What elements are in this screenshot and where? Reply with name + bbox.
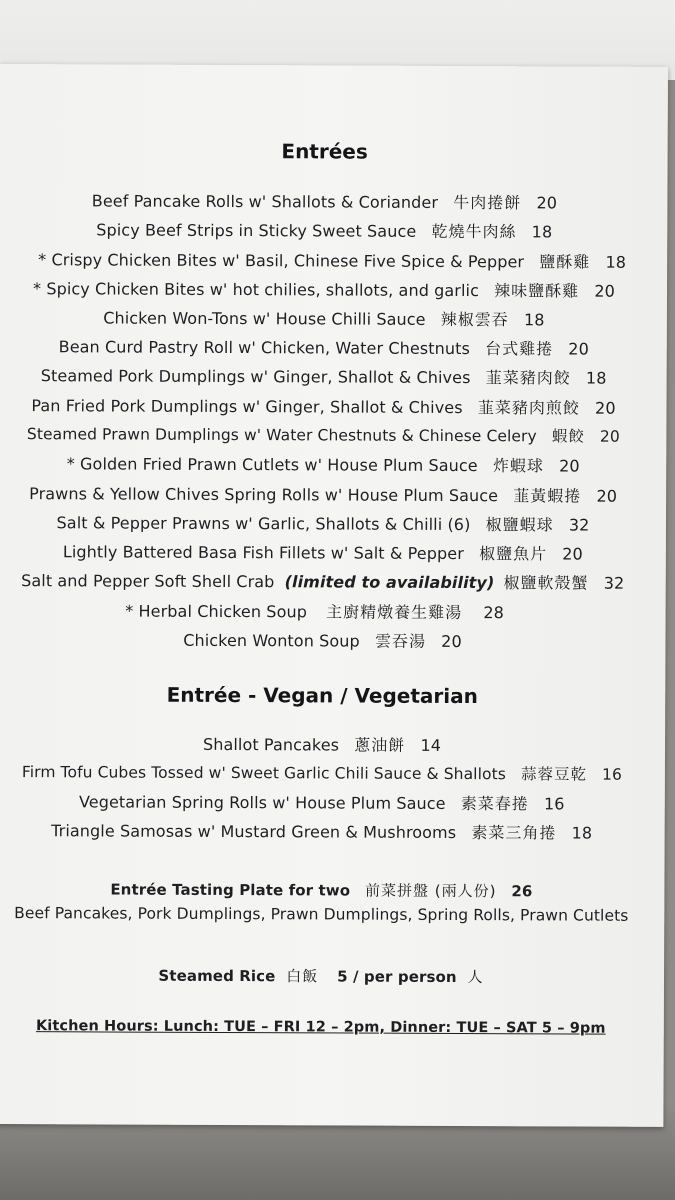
item-price: 20 [441,631,462,652]
tasting-plate-chinese-name: 前菜拼盤 (兩人份) [364,881,497,901]
item-price: 32 [568,515,590,535]
item-price: 16 [543,794,565,814]
item-price: 28 [483,603,504,623]
item-name: Shallot Pancakes [202,734,340,755]
item-chinese-name: 雲吞湯 [374,631,427,651]
menu-item [0,789,647,815]
tasting-plate [0,878,646,902]
item-chinese-name: 椒鹽魚片 [479,544,548,564]
menu-item [0,451,648,477]
menu-item [0,422,648,447]
menu-item [0,481,648,507]
item-price: 18 [531,222,553,242]
item-price: 20 [599,427,620,446]
rice-name: Steamed Rice [158,966,276,986]
menu-item [0,217,649,243]
item-price: 18 [523,310,545,330]
steamed-rice [0,964,646,988]
item-chinese-name: 乾燒牛肉絲 [431,221,517,242]
rice-chinese-suffix: 人 [467,968,484,987]
item-chinese-name: 牛肉捲餅 [453,192,522,213]
menu-item [0,188,649,214]
item-name: Crispy Chicken Bites w' Basil, Chinese Five Spice & Pepper [51,250,525,272]
item-name: Lightly Battered Basa Fish Fillets w' Salt & Pepper [62,542,464,564]
item-chinese-name: 蝦餃 [551,427,585,446]
item-name: Triangle Samosas w' Mustard Green & Mushrooms [51,821,457,842]
entrees-heading: Entrées [281,139,368,164]
menu-item [0,568,648,594]
item-name: Pan Fried Pork Dumplings w' Ginger, Shallot & Chives [31,396,463,418]
item-chinese-name: 韮菜豬肉煎餃 [477,398,580,418]
item-marker: * [33,279,47,299]
item-marker: * [66,454,81,474]
item-chinese-name: 炸蝦球 [492,456,545,476]
item-price: 20 [596,486,618,506]
item-chinese-name: 椒鹽蝦球 [485,515,554,535]
menu-sheet [0,64,668,1127]
item-price: 32 [603,573,625,593]
item-chinese-name: 辣椒雲吞 [440,309,509,330]
item-name: Spicy Beef Strips in Sticky Sweet Sauce [96,220,417,241]
menu-item [0,731,647,757]
kitchen-hours-text: Kitchen Hours: Lunch: TUE – FRI 12 – 2pm, Dinner: TUE – SAT 5 – 9pm [35,1018,606,1037]
item-chinese-name: 椒鹽軟殼蟹 [503,573,589,593]
menu-item [0,276,649,302]
item-price: 20 [594,281,615,301]
item-price: 20 [595,398,616,418]
item-price: 16 [601,765,623,784]
item-name: Steamed Prawn Dumplings w' Water Chestnuts & Chinese Celery [26,425,537,446]
menu-item [0,598,640,624]
item-marker: * [125,601,139,621]
rice-price: 5 / per person [337,967,457,987]
item-price: 20 [536,193,558,213]
tasting-plate-description: Beef Pancakes, Pork Dumplings, Prawn Dumplings, Spring Rolls, Prawn Cutlets [14,904,629,925]
menu-item [0,334,649,360]
item-name: Chicken Won-Tons w' House Chilli Sauce [103,308,426,329]
item-name: Firm Tofu Cubes Tossed w' Sweet Garlic Chili Sauce & Shallots [21,763,506,784]
item-price: 20 [562,544,583,564]
item-chinese-name: 台式雞捲 [485,339,554,359]
item-chinese-name: 韮菜豬肉餃 [485,368,571,388]
menu-item [0,818,647,844]
item-name: Herbal Chicken Soup [138,601,308,622]
item-name: Prawns & Yellow Chives Spring Rolls w' House Plum Sauce [29,484,499,506]
item-price: 18 [571,823,593,843]
tasting-plate-name: Entrée Tasting Plate for two [110,880,351,900]
item-name: Golden Fried Prawn Cutlets w' House Plum Sauce [80,454,478,476]
menu-item [0,305,649,331]
item-chinese-name: 韮黃蝦捲 [513,486,582,506]
item-marker: * [38,250,52,270]
item-price: 18 [585,368,607,388]
item-chinese-name: 蔥油餅 [354,735,406,755]
item-price: 18 [605,252,627,272]
item-name: Salt and Pepper Soft Shell Crab [21,571,275,592]
item-price: 20 [559,456,580,476]
menu-item [0,539,648,565]
item-availability-note: (limited to availability) [284,572,495,593]
item-chinese-name: 素菜春捲 [460,794,529,814]
item-price: 20 [568,339,589,359]
item-name: Vegetarian Spring Rolls w' House Plum Sauce [78,792,446,813]
menu-item [0,760,647,785]
menu-item [0,627,648,653]
kitchen-hours [0,1018,646,1037]
rice-chinese-name: 白飯 [286,967,319,986]
menu-item [7,247,657,273]
menu-item [0,363,649,389]
item-price: 14 [420,735,442,755]
item-name: Salt & Pepper Prawns w' Garlic, Shallots & Chilli (6) [56,513,471,535]
item-name: Steamed Pork Dumplings w' Ginger, Shallot & Chives [40,366,471,388]
item-chinese-name: 蒜蓉豆乾 [520,765,588,784]
item-name: Beef Pancake Rolls w' Shallots & Coriander [91,191,439,212]
menu-item [0,510,648,536]
item-name: Spicy Chicken Bites w' hot chilies, shallots, and garlic [46,279,480,301]
item-chinese-name: 辣味鹽酥雞 [494,281,580,301]
item-name: Bean Curd Pastry Roll w' Chicken, Water Chestnuts [58,337,470,359]
item-chinese-name: 素菜三角捲 [471,823,557,843]
item-chinese-name: 鹽酥雞 [539,252,591,272]
item-name: Chicken Wonton Soup [183,630,360,651]
vegan-heading: Entrée - Vegan / Vegetarian [166,682,478,709]
menu-item [0,393,649,419]
item-chinese-name: 主廚精燉養生雞湯 [326,602,463,623]
tasting-plate-price: 26 [511,882,533,901]
